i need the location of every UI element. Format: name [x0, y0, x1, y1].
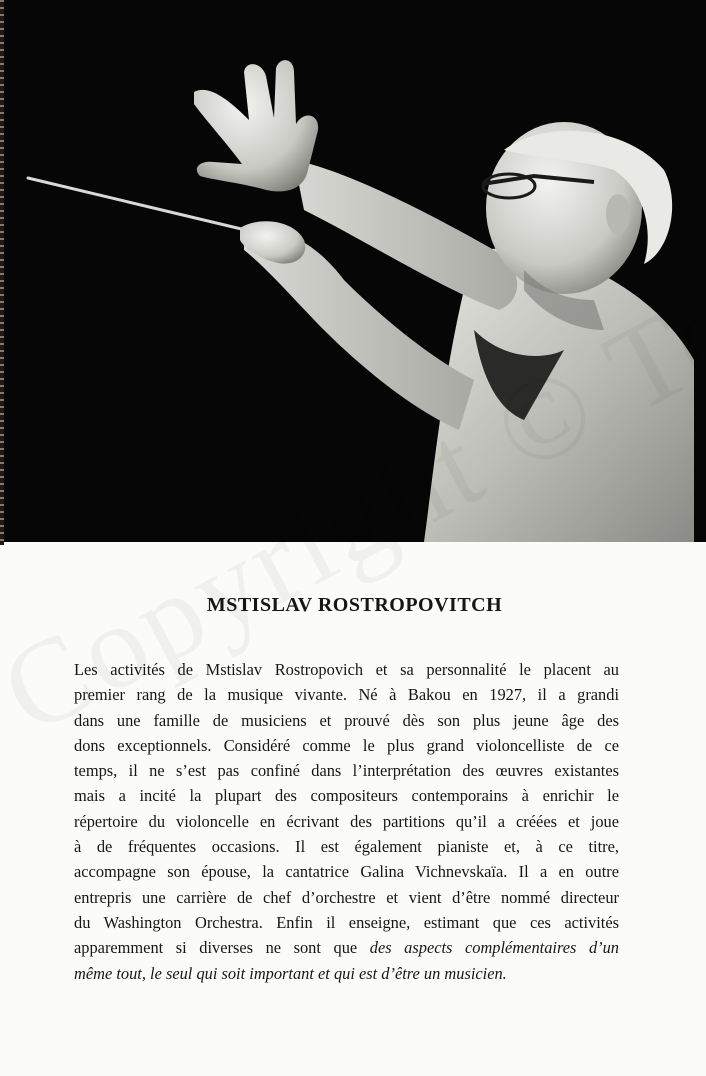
- bio-text-italic-final: même tout, le seul qui soit important et qui est d’être un musicien.: [74, 963, 507, 983]
- bio-line: répertoire du violoncelle en écrivant des partitions qu’il a créées et joue: [74, 811, 619, 831]
- bio-line: à de fréquentes occasions. Il est également pianiste et, à ce titre,: [74, 837, 619, 857]
- bio-line: entrepris une carrière de chef d’orchestre et vient d’être nommé directeur: [74, 887, 619, 907]
- conductor-photo-illustration: [4, 0, 706, 542]
- bio-line: dons exceptionnels. Considéré comme le plus grand violoncelliste de ce: [74, 735, 619, 755]
- bio-line: accompagne son épouse, la cantatrice Galina Vichnevskaïa. Il a en outre: [74, 862, 619, 882]
- conductor-photo: [4, 0, 706, 542]
- bio-line: Les activités de Mstislav Rostropovich et sa personnalité le placent au: [74, 660, 619, 679]
- biography-paragraph: [74, 657, 619, 986]
- bio-line: du Washington Orchestra. Enfin il enseigne, estimant que ces activités: [74, 912, 619, 932]
- bio-text-plain: apparemment si diverses ne sont que: [74, 938, 370, 958]
- bio-line: mais a incité la plupart des compositeurs contemporains à enrichir le: [74, 786, 619, 806]
- bio-line: premier rang de la musique vivante. Né à Bakou en 1927, il a grandi: [74, 685, 619, 705]
- bio-text-italic: des aspects complémentaires d’un: [369, 938, 619, 958]
- bio-line: temps, il ne s’est pas confiné dans l’interprétation des œuvres existantes: [74, 761, 619, 781]
- page-title: MSTISLAV ROSTROPOVITCH: [206, 594, 503, 616]
- bio-line-mixed: [74, 935, 619, 960]
- bio-line-final: [74, 961, 619, 986]
- bio-line: dans une famille de musiciens et prouvé dès son plus jeune âge des: [74, 710, 619, 730]
